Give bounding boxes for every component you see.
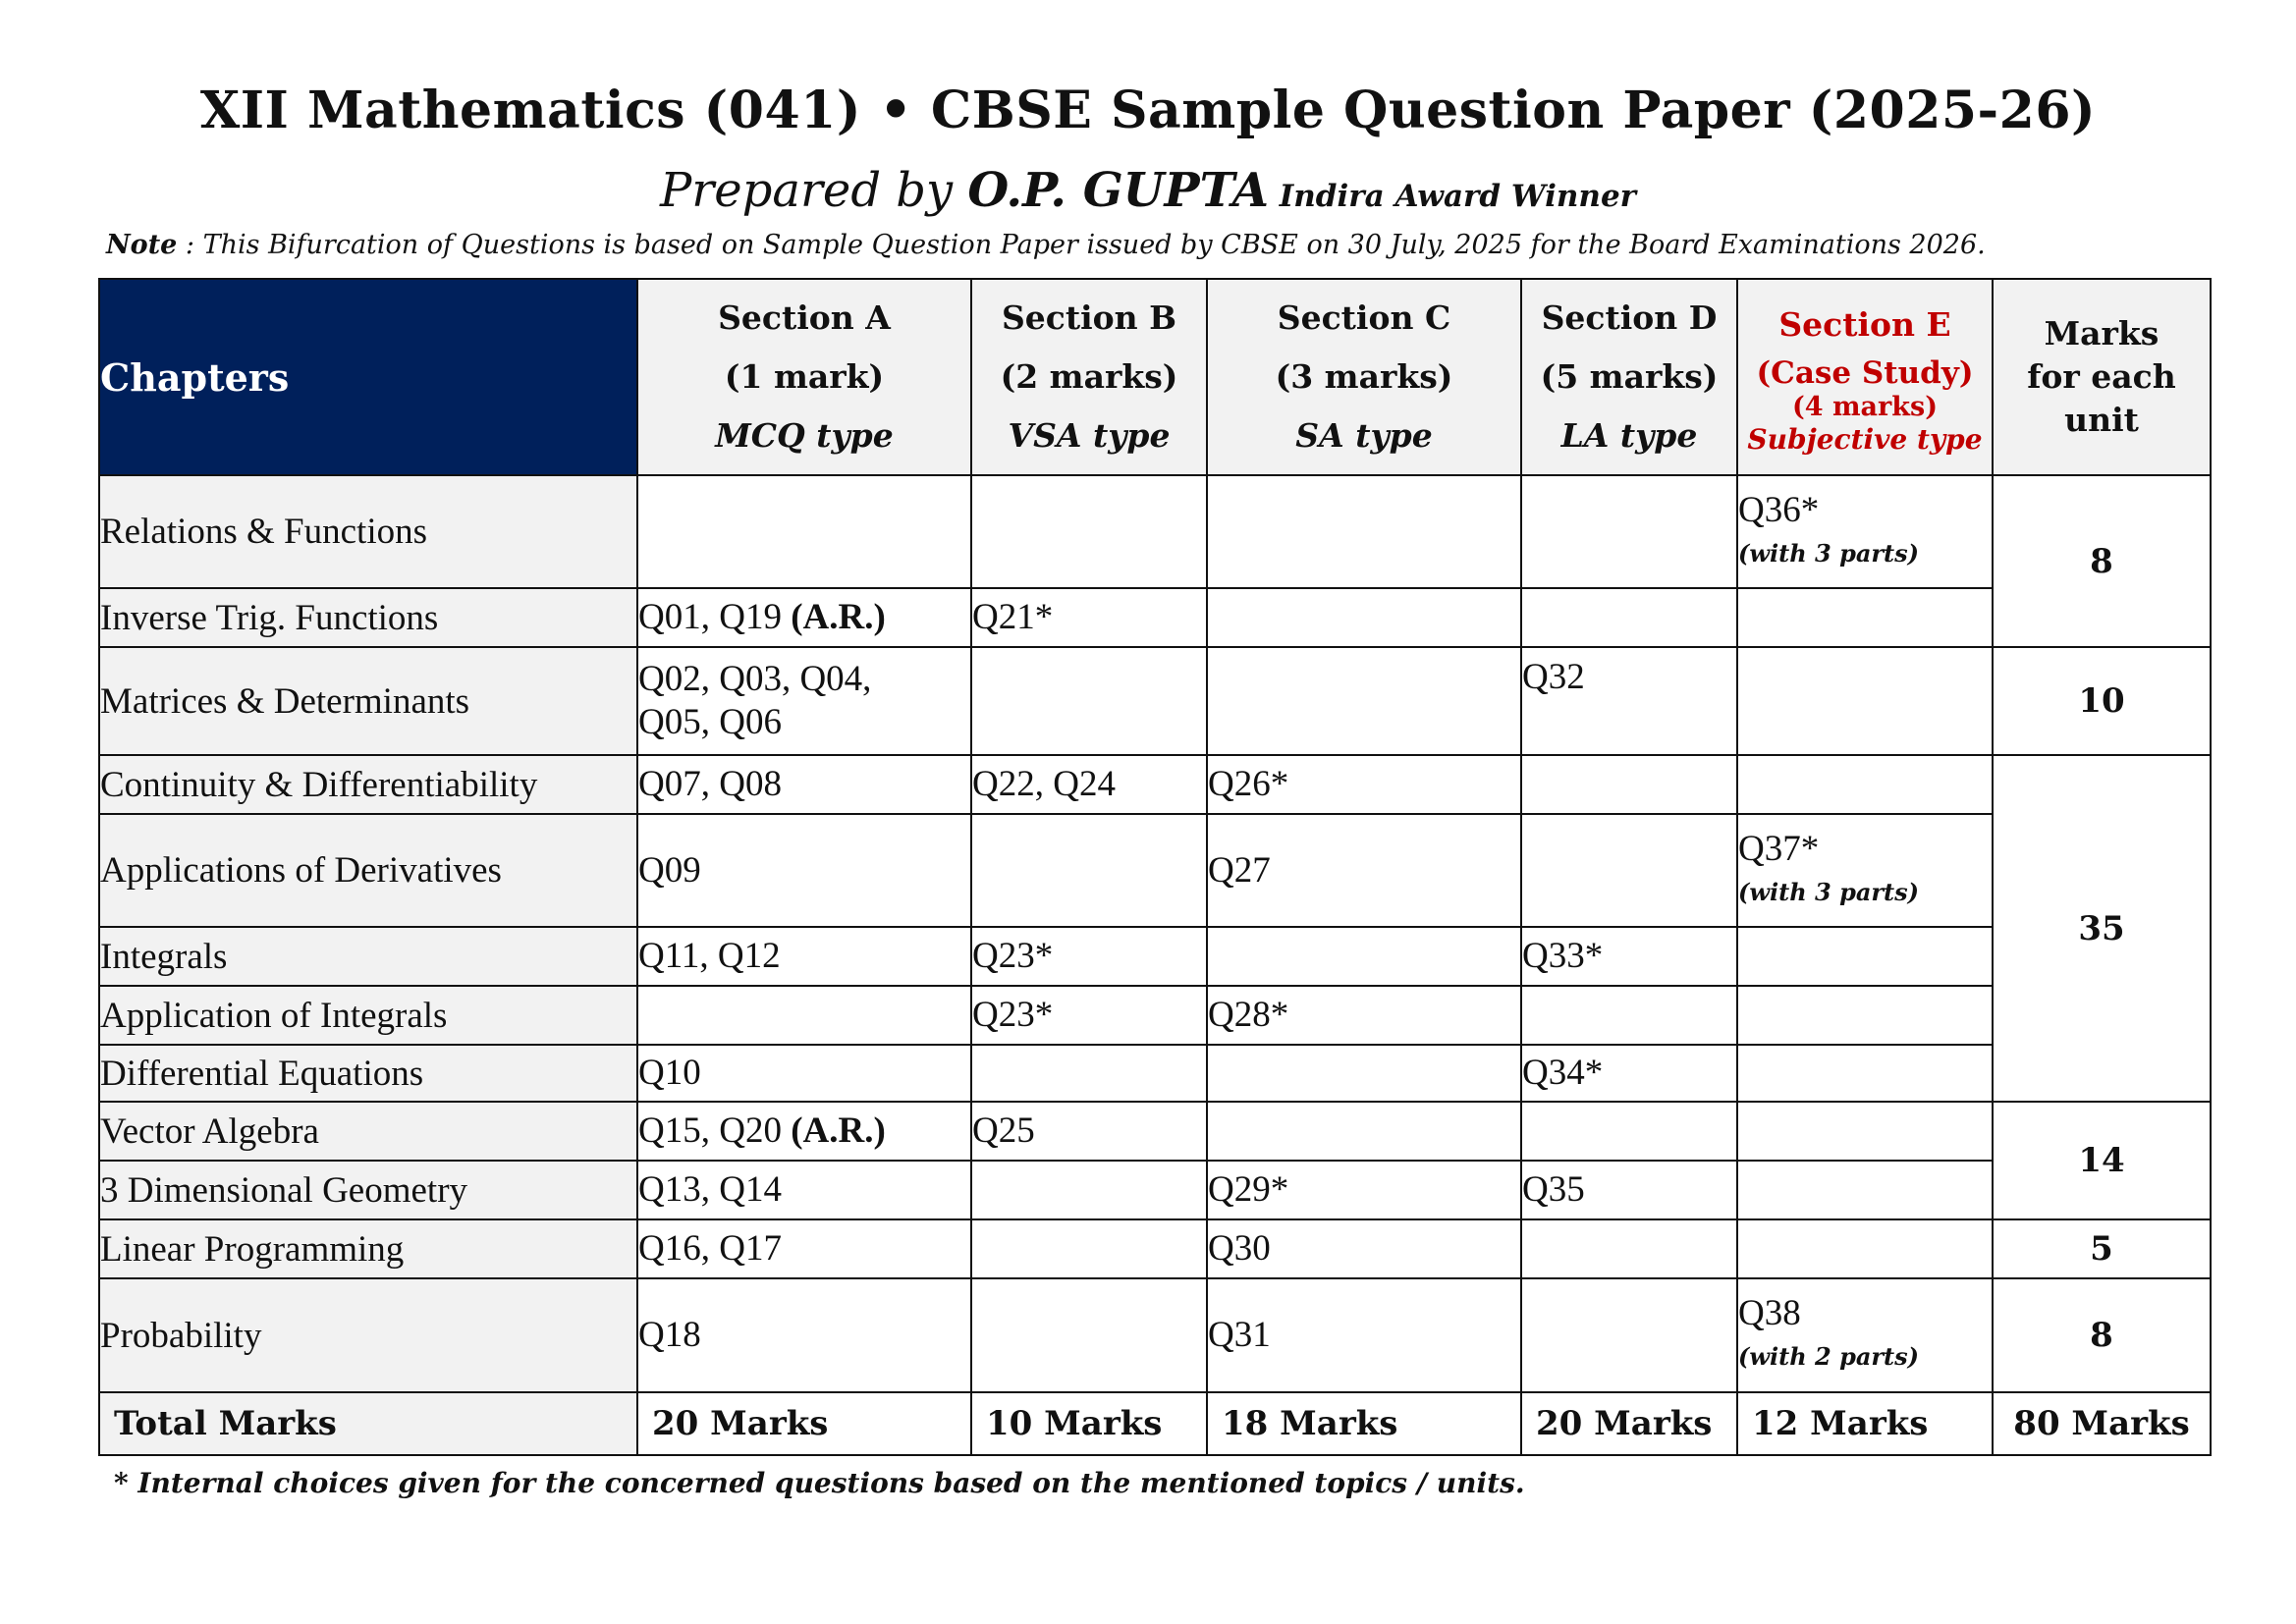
header-chapters: Chapters — [99, 279, 637, 475]
section-b-cell: Q25 — [971, 1102, 1207, 1161]
section-c-cell: Q28* — [1207, 986, 1521, 1045]
section-e-cell: Q38 (with 2 parts) — [1737, 1278, 1993, 1392]
chapter-cell: Application of Integrals — [99, 986, 637, 1045]
section-c-cell — [1207, 475, 1521, 588]
header-section-d: Section D (5 marks) LA type — [1521, 279, 1737, 475]
section-a-cell: Q01, Q19 (A.R.) — [637, 588, 971, 647]
section-d-cell — [1521, 986, 1737, 1045]
section-a-cell — [637, 986, 971, 1045]
section-d-cell: Q32 — [1521, 647, 1737, 755]
total-section-a: 20 Marks — [637, 1392, 971, 1455]
total-section-d: 20 Marks — [1521, 1392, 1737, 1455]
chapter-cell: Continuity & Differentiability — [99, 755, 637, 814]
section-a-cell: Q16, Q17 — [637, 1219, 971, 1278]
section-e-cell — [1737, 588, 1993, 647]
chapter-cell: Differential Equations — [99, 1045, 637, 1102]
header-section-c: Section C (3 marks) SA type — [1207, 279, 1521, 475]
table-row — [99, 1161, 2211, 1219]
section-d-cell — [1521, 755, 1737, 814]
header-section-a: Section A (1 mark) MCQ type — [637, 279, 971, 475]
section-b-cell: Q22, Q24 — [971, 755, 1207, 814]
table-header-row — [99, 279, 2211, 475]
section-c-cell — [1207, 1045, 1521, 1102]
section-c-cell — [1207, 588, 1521, 647]
section-e-cell — [1737, 755, 1993, 814]
section-e-cell — [1737, 986, 1993, 1045]
unit-marks-cell: 8 — [1993, 475, 2211, 647]
section-c-cell: Q30 — [1207, 1219, 1521, 1278]
chapter-cell: Integrals — [99, 927, 637, 986]
section-b-cell: Q23* — [971, 927, 1207, 986]
section-c-cell — [1207, 927, 1521, 986]
header-unit-marks: Marks for each unit — [1993, 279, 2211, 475]
unit-marks-cell: 14 — [1993, 1102, 2211, 1219]
section-e-cell: Q37* (with 3 parts) — [1737, 814, 1993, 927]
total-section-e: 12 Marks — [1737, 1392, 1993, 1455]
section-a-cell: Q13, Q14 — [637, 1161, 971, 1219]
note-line — [106, 230, 1986, 260]
section-d-cell: Q33* — [1521, 927, 1737, 986]
total-section-c: 18 Marks — [1207, 1392, 1521, 1455]
section-d-cell — [1521, 588, 1737, 647]
chapter-cell: Probability — [99, 1278, 637, 1392]
total-all: 80 Marks — [1993, 1392, 2211, 1455]
table-row — [99, 1045, 2211, 1102]
unit-marks-cell: 35 — [1993, 755, 2211, 1102]
section-e-cell — [1737, 1219, 1993, 1278]
prepared-by-label: Prepared by — [659, 163, 968, 218]
section-b-cell — [971, 814, 1207, 927]
table-row — [99, 1102, 2211, 1161]
section-b-cell: Q21* — [971, 588, 1207, 647]
table-row — [99, 927, 2211, 986]
section-b-cell — [971, 1045, 1207, 1102]
section-e-cell — [1737, 1161, 1993, 1219]
chapter-cell: Matrices & Determinants — [99, 647, 637, 755]
question-bifurcation-table — [98, 278, 2212, 1456]
document-title: XII Mathematics (041) • CBSE Sample Question Paper (2025-26) — [199, 81, 2097, 140]
section-b-cell — [971, 1219, 1207, 1278]
unit-marks-cell: 5 — [1993, 1219, 2211, 1278]
table-row — [99, 1219, 2211, 1278]
section-c-cell: Q29* — [1207, 1161, 1521, 1219]
section-b-cell — [971, 1278, 1207, 1392]
section-a-cell: Q18 — [637, 1278, 971, 1392]
section-c-cell — [1207, 647, 1521, 755]
section-e-cell — [1737, 1045, 1993, 1102]
table-row — [99, 588, 2211, 647]
award-text: Indira Award Winner — [1268, 179, 1637, 214]
table-row — [99, 647, 2211, 755]
section-c-cell — [1207, 1102, 1521, 1161]
chapter-cell: Applications of Derivatives — [99, 814, 637, 927]
section-a-cell: Q07, Q08 — [637, 755, 971, 814]
author-name: O.P. GUPTA — [967, 163, 1269, 218]
table-row — [99, 475, 2211, 588]
chapter-cell: Vector Algebra — [99, 1102, 637, 1161]
section-d-cell — [1521, 475, 1737, 588]
section-e-cell — [1737, 927, 1993, 986]
header-section-e: Section E (Case Study) (4 marks) Subjective type — [1737, 279, 1993, 475]
section-e-cell — [1737, 1102, 1993, 1161]
total-section-b: 10 Marks — [971, 1392, 1207, 1455]
chapter-cell: Linear Programming — [99, 1219, 637, 1278]
table-row — [99, 755, 2211, 814]
section-b-cell: Q23* — [971, 986, 1207, 1045]
table-row — [99, 1278, 2211, 1392]
section-b-cell — [971, 475, 1207, 588]
footnote: * Internal choices given for the concerned questions based on the mentioned topics / units. — [114, 1467, 1525, 1499]
section-d-cell — [1521, 814, 1737, 927]
section-a-cell: Q09 — [637, 814, 971, 927]
unit-marks-cell: 8 — [1993, 1278, 2211, 1392]
section-d-cell — [1521, 1102, 1737, 1161]
section-c-cell: Q27 — [1207, 814, 1521, 927]
section-c-cell: Q31 — [1207, 1278, 1521, 1392]
note-text: : This Bifurcation of Questions is based on Sample Question Paper issued by CBSE on 30 July, 2025 for the Board Examinations 2026. — [177, 230, 1986, 260]
section-e-cell — [1737, 647, 1993, 755]
header-section-b: Section B (2 marks) VSA type — [971, 279, 1207, 475]
section-d-cell — [1521, 1278, 1737, 1392]
section-a-cell: Q02, Q03, Q04, Q05, Q06 — [637, 647, 971, 755]
section-a-cell: Q15, Q20 (A.R.) — [637, 1102, 971, 1161]
chapter-cell: Relations & Functions — [99, 475, 637, 588]
total-label: Total Marks — [99, 1392, 637, 1455]
section-d-cell: Q34* — [1521, 1045, 1737, 1102]
section-d-cell — [1521, 1219, 1737, 1278]
prepared-by-line — [0, 163, 2296, 218]
section-b-cell — [971, 1161, 1207, 1219]
chapter-cell: Inverse Trig. Functions — [99, 588, 637, 647]
table-row — [99, 986, 2211, 1045]
section-a-cell: Q10 — [637, 1045, 971, 1102]
section-c-cell: Q26* — [1207, 755, 1521, 814]
note-label: Note — [106, 230, 178, 260]
chapter-cell: 3 Dimensional Geometry — [99, 1161, 637, 1219]
total-row — [99, 1392, 2211, 1455]
section-a-cell — [637, 475, 971, 588]
section-e-cell: Q36* (with 3 parts) — [1737, 475, 1993, 588]
section-b-cell — [971, 647, 1207, 755]
unit-marks-cell: 10 — [1993, 647, 2211, 755]
section-d-cell: Q35 — [1521, 1161, 1737, 1219]
table-row — [99, 814, 2211, 927]
section-a-cell: Q11, Q12 — [637, 927, 971, 986]
